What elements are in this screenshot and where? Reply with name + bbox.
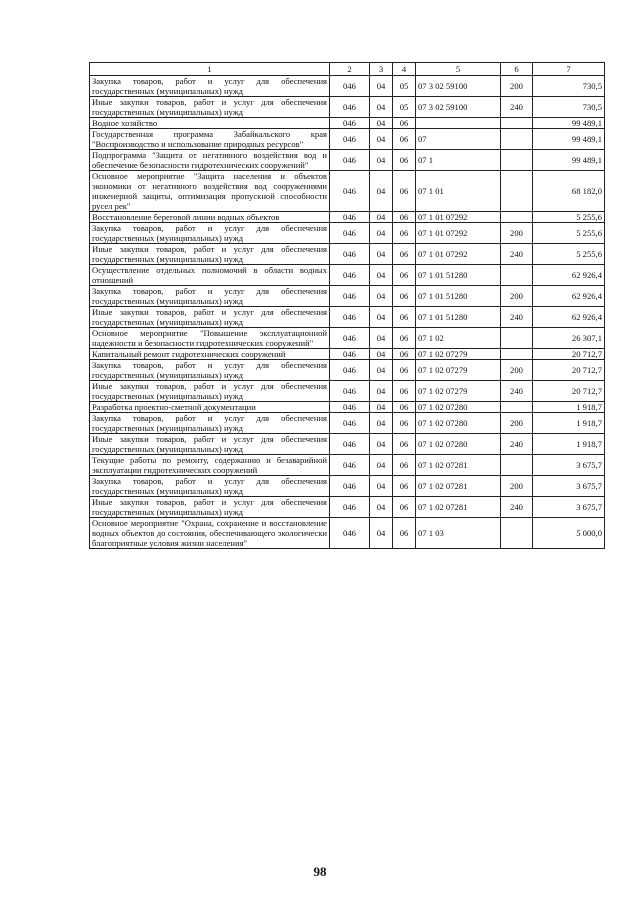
expense-type-code-cell: 240 [501,307,533,328]
admin-code-cell: 046 [330,150,370,171]
expense-type-code-cell: 200 [501,476,533,497]
expense-type-code-cell: 240 [501,381,533,402]
admin-code-cell: 046 [330,349,370,360]
table-row [90,497,605,518]
target-article-code-cell: 07 1 02 [416,328,501,349]
section-code-cell: 04 [370,307,393,328]
expense-type-code-cell [501,212,533,223]
admin-code-cell: 046 [330,402,370,413]
admin-code-cell: 046 [330,434,370,455]
amount-cell: 3 675,7 [533,476,605,497]
target-article-code-cell [416,118,501,129]
row-name-cell: Закупка товаров, работ и услуг для обеспечения государственных (муниципальных) нужд [90,360,330,381]
admin-code-cell: 046 [330,171,370,212]
section-code-cell: 04 [370,171,393,212]
table-row [90,413,605,434]
target-article-code-cell: 07 1 02 07279 [416,381,501,402]
table-row [90,118,605,129]
table-row [90,360,605,381]
admin-code-cell: 046 [330,265,370,286]
expense-type-code-cell: 200 [501,286,533,307]
amount-cell: 62 926,4 [533,265,605,286]
expense-type-code-cell: 240 [501,497,533,518]
amount-cell: 62 926,4 [533,286,605,307]
subsection-code-cell: 06 [393,402,416,413]
subsection-code-cell: 06 [393,455,416,476]
expense-type-code-cell [501,328,533,349]
table-row [90,286,605,307]
target-article-code-cell: 07 3 02 59100 [416,76,501,97]
row-name-cell: Капитальный ремонт гидротехнических сооружений [90,349,330,360]
header-cell: 4 [393,63,416,76]
table-row [90,212,605,223]
target-article-code-cell: 07 1 01 07292 [416,212,501,223]
expense-type-code-cell [501,118,533,129]
admin-code-cell: 046 [330,223,370,244]
admin-code-cell: 046 [330,244,370,265]
subsection-code-cell: 06 [393,286,416,307]
subsection-code-cell: 06 [393,434,416,455]
section-code-cell: 04 [370,328,393,349]
section-code-cell: 04 [370,402,393,413]
header-row [90,63,605,76]
expense-type-code-cell: 200 [501,413,533,434]
admin-code-cell: 046 [330,97,370,118]
subsection-code-cell: 05 [393,76,416,97]
subsection-code-cell: 06 [393,307,416,328]
admin-code-cell: 046 [330,497,370,518]
table-row [90,328,605,349]
section-code-cell: 04 [370,360,393,381]
amount-cell: 3 675,7 [533,497,605,518]
amount-cell: 99 489,1 [533,150,605,171]
row-name-cell: Осуществление отдельных полномочий в области водных отношений [90,265,330,286]
row-name-cell: Водное хозяйство [90,118,330,129]
row-name-cell: Закупка товаров, работ и услуг для обеспечения государственных (муниципальных) нужд [90,413,330,434]
row-name-cell: Иные закупки товаров, работ и услуг для обеспечения государственных (муниципальных) нужд [90,434,330,455]
target-article-code-cell: 07 1 02 07281 [416,476,501,497]
subsection-code-cell: 06 [393,328,416,349]
subsection-code-cell: 06 [393,413,416,434]
target-article-code-cell: 07 1 02 07281 [416,455,501,476]
section-code-cell: 04 [370,265,393,286]
row-name-cell: Государственная программа Забайкальского края "Воспроизводство и использование природных ресурсов" [90,129,330,150]
header-cell: 2 [330,63,370,76]
admin-code-cell: 046 [330,328,370,349]
table-row [90,381,605,402]
section-code-cell: 04 [370,434,393,455]
row-name-cell: Закупка товаров, работ и услуг для обеспечения государственных (муниципальных) нужд [90,476,330,497]
table-row [90,476,605,497]
amount-cell: 99 489,1 [533,129,605,150]
section-code-cell: 04 [370,518,393,549]
row-name-cell: Закупка товаров, работ и услуг для обеспечения государственных (муниципальных) нужд [90,223,330,244]
table-row [90,307,605,328]
admin-code-cell: 046 [330,413,370,434]
target-article-code-cell: 07 1 03 [416,518,501,549]
target-article-code-cell: 07 1 01 07292 [416,223,501,244]
target-article-code-cell: 07 1 01 51280 [416,265,501,286]
target-article-code-cell: 07 1 01 [416,171,501,212]
row-name-cell: Закупка товаров, работ и услуг для обеспечения государственных (муниципальных) нужд [90,286,330,307]
target-article-code-cell: 07 1 02 07280 [416,413,501,434]
page-number: 98 [313,864,327,879]
subsection-code-cell: 06 [393,118,416,129]
target-article-code-cell: 07 1 02 07281 [416,497,501,518]
amount-cell: 5 255,6 [533,244,605,265]
subsection-code-cell: 06 [393,223,416,244]
table-row [90,349,605,360]
table-row [90,265,605,286]
header-cell: 1 [90,63,330,76]
admin-code-cell: 046 [330,76,370,97]
subsection-code-cell: 06 [393,244,416,265]
subsection-code-cell: 06 [393,349,416,360]
row-name-cell: Основное мероприятие "Повышение эксплуатационной надежности и безопасности гидротехнических сооружений" [90,328,330,349]
table-row [90,76,605,97]
expense-type-code-cell [501,518,533,549]
section-code-cell: 04 [370,413,393,434]
table-row [90,402,605,413]
subsection-code-cell: 06 [393,518,416,549]
expense-type-code-cell [501,402,533,413]
row-name-cell: Разработка проектно-сметной документации [90,402,330,413]
subsection-code-cell: 06 [393,129,416,150]
expense-type-code-cell [501,455,533,476]
row-name-cell: Иные закупки товаров, работ и услуг для обеспечения государственных (муниципальных) нужд [90,244,330,265]
target-article-code-cell: 07 1 01 51280 [416,307,501,328]
amount-cell: 730,5 [533,97,605,118]
admin-code-cell: 046 [330,307,370,328]
subsection-code-cell: 06 [393,150,416,171]
section-code-cell: 04 [370,349,393,360]
table-row [90,129,605,150]
expense-type-code-cell [501,349,533,360]
section-code-cell: 04 [370,476,393,497]
subsection-code-cell: 06 [393,476,416,497]
section-code-cell: 04 [370,286,393,307]
table-row [90,97,605,118]
section-code-cell: 04 [370,223,393,244]
header-cell: 5 [416,63,501,76]
amount-cell: 20 712,7 [533,381,605,402]
expense-type-code-cell [501,150,533,171]
admin-code-cell: 046 [330,118,370,129]
table-row [90,244,605,265]
section-code-cell: 04 [370,212,393,223]
target-article-code-cell: 07 1 02 07279 [416,349,501,360]
row-name-cell: Иные закупки товаров, работ и услуг для обеспечения государственных (муниципальных) нужд [90,97,330,118]
amount-cell: 99 489,1 [533,118,605,129]
row-name-cell: Основное мероприятие "Защита населения и объектов экономики от негативного воздействия вод сооружениями инженерной защиты, оптимизация пропускной способности русел рек" [90,171,330,212]
expense-type-code-cell: 240 [501,97,533,118]
section-code-cell: 04 [370,244,393,265]
budget-table [89,62,605,549]
row-name-cell: Иные закупки товаров, работ и услуг для обеспечения государственных (муниципальных) нужд [90,381,330,402]
table-row [90,171,605,212]
header-cell: 3 [370,63,393,76]
row-name-cell: Подпрограмма "Защита от негативного воздействия вод и обеспечение безопасности гидротехнических сооружений" [90,150,330,171]
admin-code-cell: 046 [330,129,370,150]
amount-cell: 20 712,7 [533,360,605,381]
subsection-code-cell: 06 [393,381,416,402]
amount-cell: 5 255,6 [533,212,605,223]
admin-code-cell: 046 [330,476,370,497]
expense-type-code-cell: 240 [501,434,533,455]
section-code-cell: 04 [370,497,393,518]
header-cell: 6 [501,63,533,76]
section-code-cell: 04 [370,129,393,150]
expense-type-code-cell: 200 [501,360,533,381]
row-name-cell: Иные закупки товаров, работ и услуг для обеспечения государственных (муниципальных) нужд [90,497,330,518]
target-article-code-cell: 07 3 02 59100 [416,97,501,118]
table-row [90,434,605,455]
section-code-cell: 04 [370,76,393,97]
target-article-code-cell: 07 1 01 51280 [416,286,501,307]
expense-type-code-cell [501,171,533,212]
target-article-code-cell: 07 1 02 07280 [416,434,501,455]
admin-code-cell: 046 [330,518,370,549]
target-article-code-cell: 07 [416,129,501,150]
row-name-cell: Закупка товаров, работ и услуг для обеспечения государственных (муниципальных) нужд [90,76,330,97]
section-code-cell: 04 [370,381,393,402]
target-article-code-cell: 07 1 01 07292 [416,244,501,265]
amount-cell: 5 000,0 [533,518,605,549]
row-name-cell: Восстановление береговой линии водных объектов [90,212,330,223]
table-row [90,150,605,171]
amount-cell: 1 918,7 [533,402,605,413]
section-code-cell: 04 [370,455,393,476]
table-row [90,455,605,476]
section-code-cell: 04 [370,97,393,118]
amount-cell: 20 712,7 [533,349,605,360]
row-name-cell: Текущие работы по ремонту, содержанию и безаварийной эксплуатации гидротехнических сооружений [90,455,330,476]
target-article-code-cell: 07 1 [416,150,501,171]
subsection-code-cell: 06 [393,360,416,381]
table-row [90,223,605,244]
subsection-code-cell: 05 [393,97,416,118]
subsection-code-cell: 06 [393,497,416,518]
target-article-code-cell: 07 1 02 07280 [416,402,501,413]
section-code-cell: 04 [370,118,393,129]
expense-type-code-cell: 240 [501,244,533,265]
admin-code-cell: 046 [330,286,370,307]
admin-code-cell: 046 [330,381,370,402]
amount-cell: 1 918,7 [533,413,605,434]
amount-cell: 62 926,4 [533,307,605,328]
amount-cell: 5 255,6 [533,223,605,244]
expense-type-code-cell [501,129,533,150]
amount-cell: 68 182,0 [533,171,605,212]
row-name-cell: Основное мероприятие "Охрана, сохранение и восстановление водных объектов до состояния, обеспечивающего экологически благоприятные условия жизни населения" [90,518,330,549]
admin-code-cell: 046 [330,212,370,223]
expense-type-code-cell: 200 [501,223,533,244]
amount-cell: 730,5 [533,76,605,97]
admin-code-cell: 046 [330,360,370,381]
subsection-code-cell: 06 [393,265,416,286]
subsection-code-cell: 06 [393,212,416,223]
target-article-code-cell: 07 1 02 07279 [416,360,501,381]
amount-cell: 3 675,7 [533,455,605,476]
amount-cell: 26 307,1 [533,328,605,349]
admin-code-cell: 046 [330,455,370,476]
expense-type-code-cell [501,265,533,286]
section-code-cell: 04 [370,150,393,171]
header-cell: 7 [533,63,605,76]
amount-cell: 1 918,7 [533,434,605,455]
row-name-cell: Иные закупки товаров, работ и услуг для обеспечения государственных (муниципальных) нужд [90,307,330,328]
table-row [90,518,605,549]
subsection-code-cell: 06 [393,171,416,212]
expense-type-code-cell: 200 [501,76,533,97]
